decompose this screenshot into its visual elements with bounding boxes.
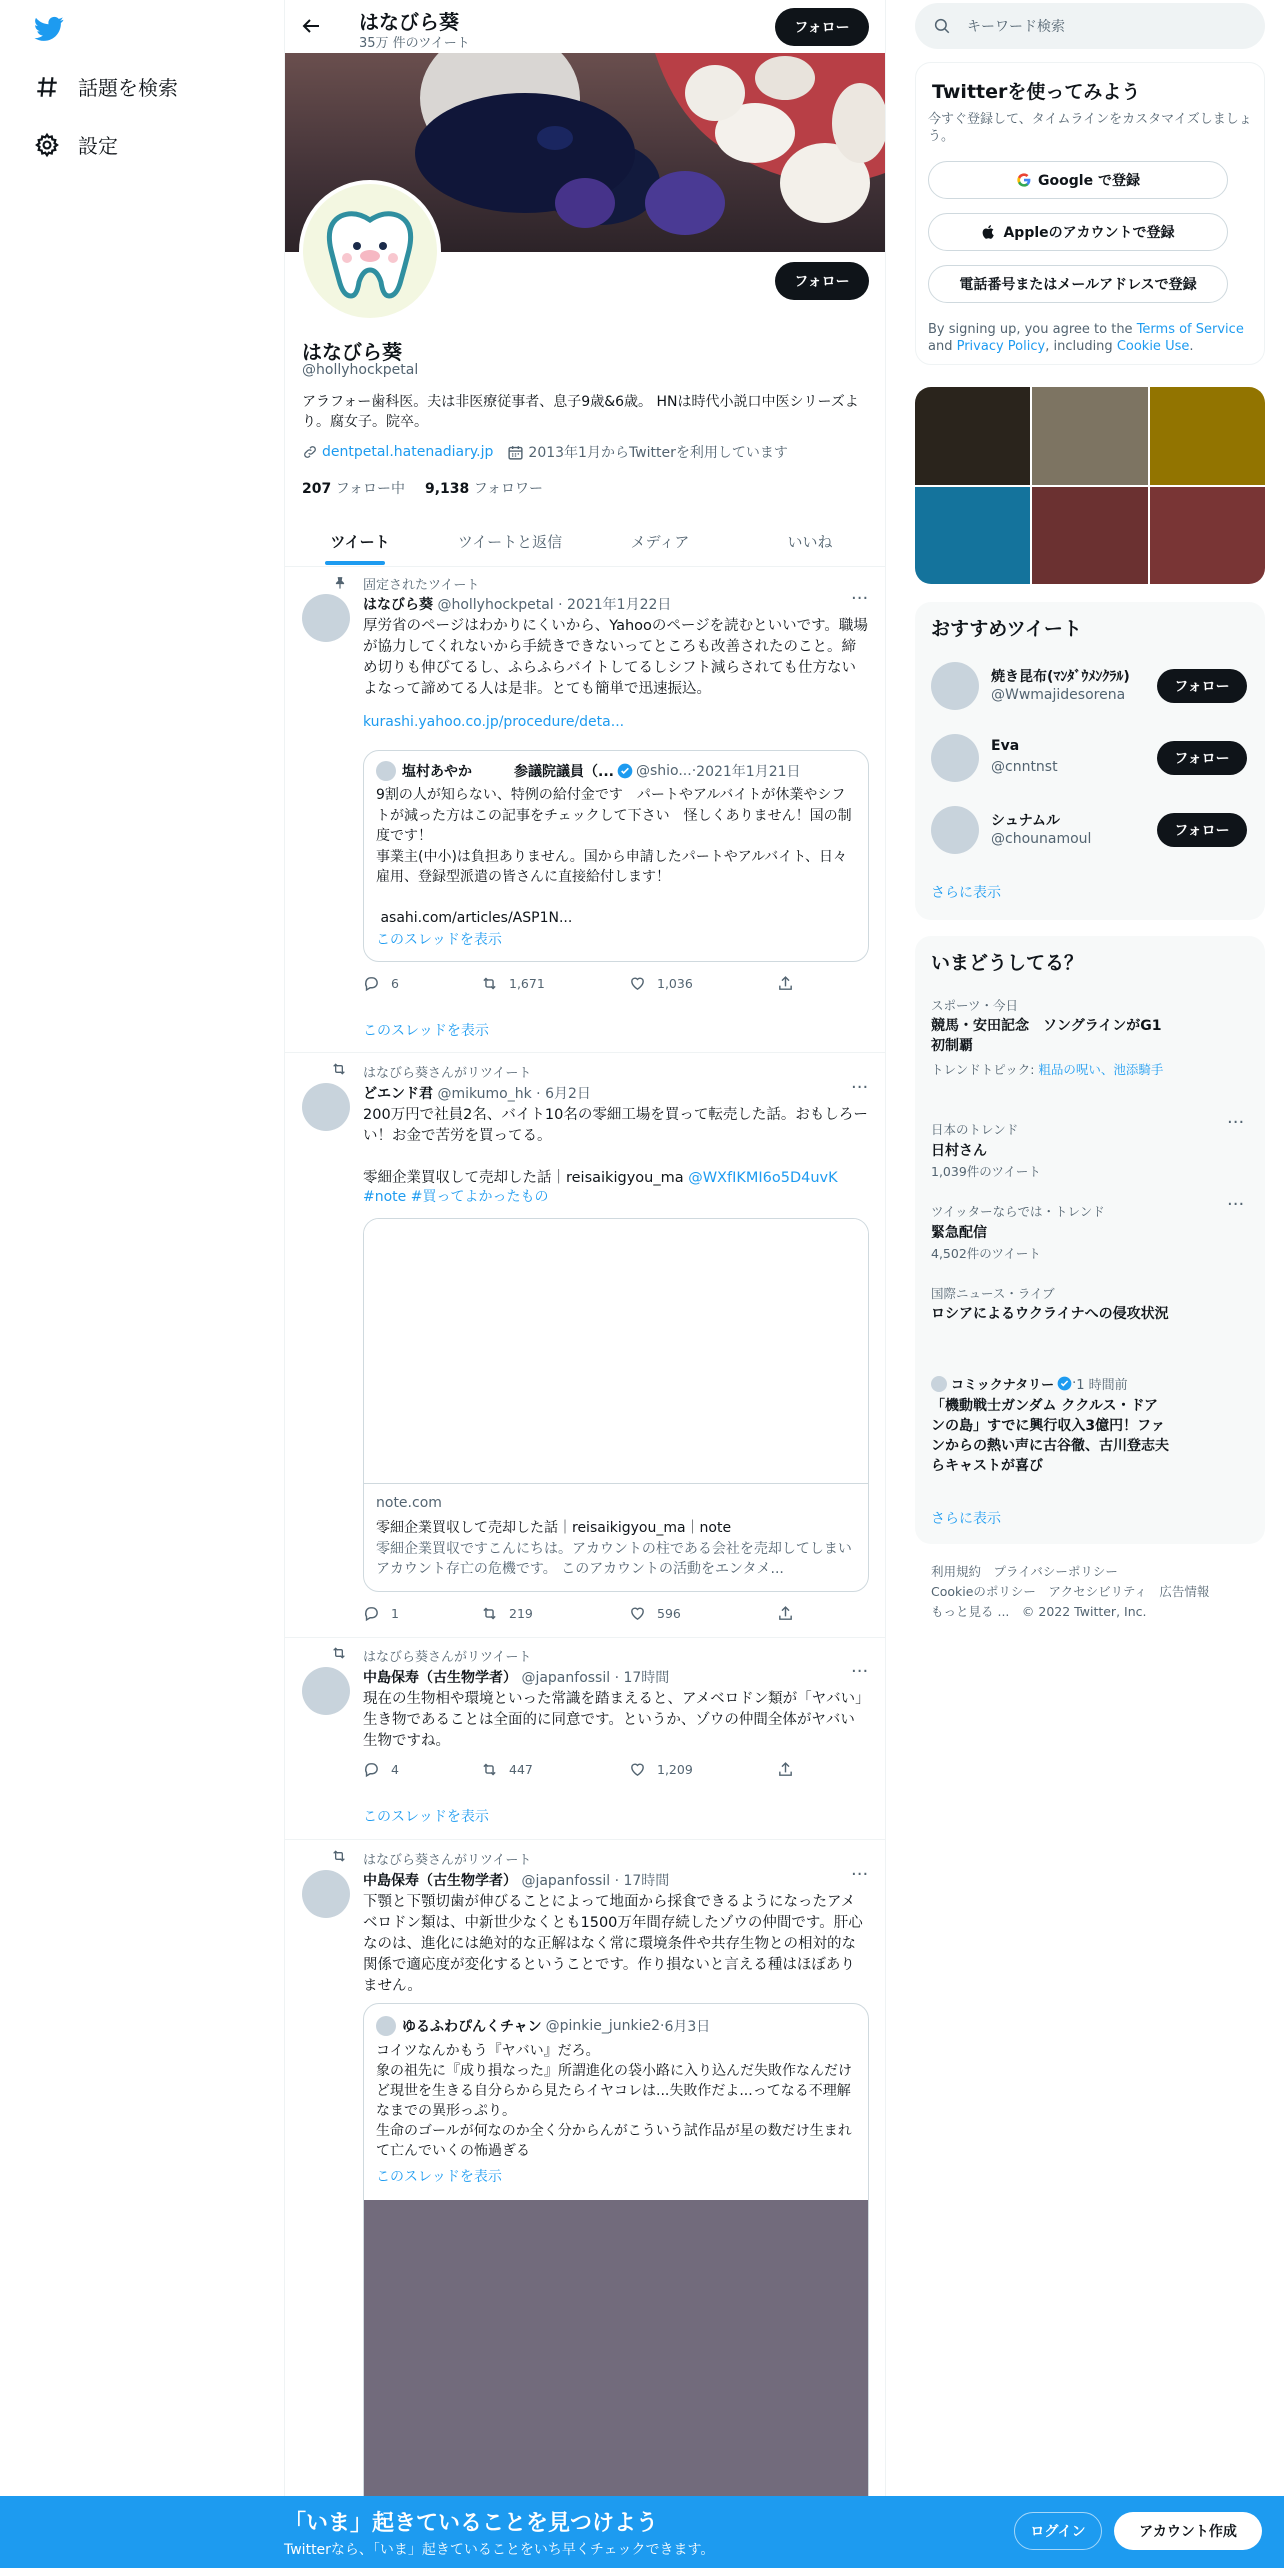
phone-signup-label: 電話番号またはメールアドレスで登録: [959, 277, 1197, 293]
media-thumb[interactable]: [1150, 387, 1265, 485]
more-icon[interactable]: ···: [1227, 1194, 1245, 1215]
who-to-follow-title: おすすめツイート: [931, 618, 1082, 640]
footer-cookie-link[interactable]: Cookieのポリシー: [931, 1584, 1036, 1599]
quote-avatar: [376, 761, 396, 781]
nav-settings-label: 設定: [78, 134, 118, 158]
pin-icon: [333, 576, 347, 590]
tweet-author-handle[interactable]: @mikumo_hk: [437, 1086, 532, 1102]
tab-tweets-label: ツイート: [330, 532, 390, 551]
tweet-text: 200万円で社員2名、バイト10名の零細工場を買って転売した話。おもしろーい！お金で苦労を買ってる。 零細企業買収して売却した話｜reisaikigyou_ma: [363, 1107, 868, 1186]
like-count: 1,209: [657, 1762, 693, 1777]
suggestion-name[interactable]: シュナムル: [991, 813, 1061, 829]
phone-email-signup-button[interactable]: [928, 265, 1228, 303]
terms-and: and: [928, 339, 957, 354]
tweet-context: はなびら葵さんがリツイート: [363, 1066, 532, 1081]
profile-avatar[interactable]: [299, 180, 441, 322]
cookie-use-link[interactable]: Cookie Use: [1116, 339, 1190, 354]
tweet-author-handle[interactable]: @japanfossil: [521, 1670, 611, 1686]
search-icon: [933, 17, 951, 35]
trend-title: 緊急配信: [931, 1225, 987, 1241]
signup-panel: [915, 62, 1265, 365]
retweet-count: 447: [509, 1762, 533, 1777]
retweet-context-icon: [331, 1848, 347, 1864]
follow-button[interactable]: フォロー: [775, 262, 869, 300]
suggestion-handle: @cnntnst: [991, 759, 1058, 775]
tweet-author-handle[interactable]: @japanfossil: [521, 1873, 611, 1889]
link-icon: [302, 444, 318, 460]
footer-privacy-link[interactable]: プライバシーポリシー: [993, 1564, 1118, 1579]
hashtag-icon: [34, 74, 60, 100]
search-input[interactable]: [915, 3, 1265, 49]
quote-author-name: 塩村あやか 参議院議員（...: [402, 764, 614, 780]
share-button[interactable]: [777, 1605, 805, 1622]
trend-count: 1,039件のツイート: [931, 1164, 1041, 1179]
privacy-policy-link[interactable]: Privacy Policy: [956, 339, 1046, 354]
suggestion-name[interactable]: 焼き昆布(ﾏﾝﾀﾞｳﾒﾝｸﾗﾙ): [991, 669, 1130, 685]
trend-title: 日村さん: [931, 1143, 987, 1159]
following-count: 207: [302, 481, 332, 497]
tab-media-label: メディア: [630, 532, 690, 551]
tweet-text: 下顎と下顎切歯が伸びることによって地面から採食できるようになったアメベロドン類は、中新世少なくとも1500万年間存続したゾウの仲間です。肝心なのは、進化には絶対的な正解はなく常に環境条件や共存生物との相対的な関係で適応度が変化するということです。作り損ないと言える種はほぼありません。: [363, 1894, 863, 1994]
share-button[interactable]: [777, 975, 805, 992]
show-thread-link[interactable]: このスレッドを表示: [363, 1023, 489, 1039]
avatar[interactable]: [302, 1667, 350, 1715]
reply-button[interactable]: [363, 1605, 481, 1622]
active-tab-indicator: [325, 561, 385, 565]
signup-terms: [928, 321, 1258, 355]
reply-count: 1: [391, 1606, 399, 1621]
followers-link[interactable]: [425, 478, 543, 498]
tweet-date[interactable]: 2021年1月22日: [567, 597, 672, 613]
like-count: 1,036: [657, 976, 693, 991]
arrow-left-icon: [299, 14, 323, 38]
media-thumb[interactable]: [1032, 387, 1147, 485]
quote-author-handle: @shio...: [635, 763, 692, 779]
reply-icon: [363, 1605, 380, 1622]
like-button[interactable]: [629, 975, 777, 992]
prompt-subtitle: Twitterなら、「いま」起きていることをいち早くチェックできます。: [284, 2542, 715, 2558]
tweet-text: 現在の生物相や環境といった常識を踏まえると、アメベロドン類が「ヤバい」生き物であることは全面的に同意です。というか、ゾウの仲間全体がヤバい生物ですね。: [363, 1691, 863, 1749]
tooth-character-icon: [303, 184, 437, 318]
retweet-count: 219: [509, 1606, 533, 1621]
media-thumb[interactable]: [1032, 487, 1147, 585]
profile-name: はなびら葵: [302, 340, 402, 364]
apple-icon: [981, 224, 997, 240]
tab-tweets[interactable]: [285, 516, 435, 566]
followers-label: フォロワー: [473, 481, 544, 497]
avatar[interactable]: [302, 594, 350, 642]
share-button[interactable]: [777, 1761, 805, 1778]
trends-title: いまどうしてる？: [931, 952, 1084, 974]
tweet-author-name[interactable]: 中島保寿（古生物学者）: [363, 1873, 517, 1889]
back-button[interactable]: [299, 14, 325, 40]
footer-ads-link[interactable]: 広告情報: [1159, 1584, 1210, 1599]
heart-icon: [629, 975, 646, 992]
share-icon: [777, 975, 794, 992]
tab-media[interactable]: [585, 516, 735, 566]
quote-avatar: [376, 2016, 396, 2036]
quote-author-handle: @pinkie_junkie2: [545, 2018, 661, 2034]
retweet-icon: [481, 1605, 498, 1622]
retweet-button[interactable]: [481, 975, 629, 992]
google-signup-label: Google で登録: [1038, 173, 1140, 189]
trend-title: ロシアによるウクライナへの侵攻状況: [931, 1306, 1169, 1322]
suggestion-name[interactable]: Eva: [991, 738, 1020, 754]
tweet-date[interactable]: 17時間: [623, 1873, 670, 1889]
login-button[interactable]: ログイン: [1014, 2512, 1102, 2550]
profile-bio: アラフォー歯科医。夫は非医療従事者、息子9歳&6歳。 HNは時代小説口中医シリーズより。腐女子。院卒。: [302, 394, 859, 430]
media-thumb[interactable]: [1150, 487, 1265, 585]
news-source-avatar: [931, 1376, 947, 1392]
avatar[interactable]: [931, 734, 979, 782]
tweet-mention[interactable]: @WXfIKMI6o5D4uvK: [688, 1170, 838, 1186]
tweet-text: 厚労省のページはわかりにくいから、Yahooのページを読むといいです。職場が協力してくれないから手続きできないってところも改善されたのこと。締め切りも伸びてるし、ふらふらバイトしてるしシフト減らされても仕方ないよなって諦めてる人は是非。とても簡単で迅速振込。: [363, 618, 868, 697]
footer-accessibility-link[interactable]: アクセシビリティ: [1048, 1584, 1147, 1599]
like-button[interactable]: [629, 1605, 777, 1622]
retweet-button[interactable]: [481, 1605, 629, 1622]
heart-icon: [629, 1761, 646, 1778]
tweet-count: 35万 件のツイート: [359, 36, 470, 51]
quote-tweet[interactable]: ゆるふわぴんくチャン @pinkie_junkie2 · 6月3日 コイツなんかもう『ヤバい』だろ。 象の祖先に『成り損なった』所謂進化の袋小路に入り込んだ失敗作なんだけど現世を生きる自分らから見たらイヤコレは...失敗作だよ...ってなる不理解なまでの異形っぷり。 生命のゴールが何なのか全く分からんがこういう試作品が星の数だけ生まれて亡んでいくの怖過ぎる このスレッドを表示: [363, 2003, 869, 2568]
terms-prefix: By signing up, you agree to the: [928, 322, 1137, 337]
header-name: はなびら葵: [359, 10, 459, 34]
quote-author-name: ゆるふわぴんくチャン: [402, 2019, 542, 2035]
suggestion-follow-button[interactable]: フォロー: [1157, 813, 1247, 847]
tweet-date[interactable]: 6月2日: [545, 1086, 591, 1102]
nav-settings[interactable]: [34, 130, 118, 159]
retweet-icon: [481, 1761, 498, 1778]
tweet-date[interactable]: 17時間: [623, 1670, 670, 1686]
gear-icon: [34, 132, 60, 158]
signup-button[interactable]: アカウント作成: [1114, 2512, 1262, 2550]
retweet-button[interactable]: [481, 1761, 629, 1778]
apple-signup-label: Appleのアカウントで登録: [1003, 225, 1175, 241]
quote-tweet[interactable]: 塩村あやか 参議院議員（... @shio... · 2021年1月21日 9割の人が知らない、特例の給付金です パートやアルバイトが休業やシフトが減った方はこの記事をチェックして下さい 怪しくありません！国の制度です！ 事業主(中小)は負担ありません。国から申請したパートやアルバイト、日々雇用、登録型派遣の皆さんに直接給付します！ asahi.com/articles/ASP1N... このスレッドを表示: [363, 750, 869, 962]
profile-link[interactable]: dentpetal.hatenadiary.jp: [322, 444, 494, 460]
footer-copyright: © 2022 Twitter, Inc.: [1021, 1604, 1147, 1619]
trend-topic-link[interactable]: 粗品の呪い、池添騎手: [1038, 1062, 1164, 1077]
profile-handle: @hollyhockpetal: [302, 362, 419, 378]
like-count: 596: [657, 1606, 681, 1621]
tweet-link[interactable]: kurashi.yahoo.co.jp/procedure/deta...: [363, 714, 625, 730]
footer-terms-link[interactable]: 利用規約: [931, 1564, 982, 1579]
trend-topic-prefix: トレンドトピック:: [931, 1062, 1039, 1077]
reply-button[interactable]: [363, 975, 481, 992]
trend-count: 4,502件のツイート: [931, 1246, 1041, 1261]
reply-icon: [363, 1761, 380, 1778]
avatar[interactable]: [302, 1870, 350, 1918]
quote-text: コイツなんかもう『ヤバい』だろ。 象の祖先に『成り損なった』所謂進化の袋小路に入り込んだ失敗作なんだけど現世を生きる自分らから見たらイヤコレは...失敗作だよ...ってなる不理解なまでの異形っぷり。 生命のゴールが何なのか全く分からんがこういう試作品が星の数だけ生まれて亡んでいくの怖過ぎる: [376, 2043, 852, 2159]
more-icon[interactable]: ···: [851, 1661, 869, 1682]
more-icon[interactable]: ···: [1227, 1112, 1245, 1133]
nav-explore[interactable]: [34, 72, 178, 101]
card-description: 零細企業買収ですこんにちは。アカウントの柱である会社を売却してしまいアカウント存亡の危機です。 このアカウントの活動をエンタメ...: [376, 1541, 852, 1577]
quote-thread-link[interactable]: このスレッドを表示: [376, 932, 502, 948]
verified-badge-icon: [1057, 1376, 1072, 1391]
tab-tweets-and-replies[interactable]: [435, 516, 585, 566]
media-grid: [915, 387, 1265, 584]
google-icon: [1016, 172, 1032, 188]
tweet-context: 固定されたツイート: [363, 578, 480, 593]
show-thread-link[interactable]: このスレッドを表示: [363, 1809, 489, 1825]
trend-meta: 日本のトレンド: [931, 1122, 1019, 1137]
following-label: フォロー中: [335, 481, 405, 497]
tweet-context: はなびら葵さんがリツイート: [363, 1650, 532, 1665]
tweet-author-handle[interactable]: @hollyhockpetal: [437, 597, 554, 613]
retweet-icon: [481, 975, 498, 992]
share-icon: [777, 1761, 794, 1778]
card-title: 零細企業買収して売却した話｜reisaikigyou_ma｜note: [376, 1520, 732, 1536]
who-to-follow-panel: [915, 602, 1265, 920]
trend-meta: 国際ニュース・ライブ: [931, 1286, 1055, 1301]
more-icon[interactable]: ···: [851, 1864, 869, 1885]
footer-more-link[interactable]: もっと見る ...: [931, 1604, 1010, 1619]
tweet-context: はなびら葵さんがリツイート: [363, 1853, 532, 1868]
joined-date: 2013年1月からTwitterを利用しています: [528, 445, 788, 461]
following-link[interactable]: [302, 478, 405, 498]
google-signup-button[interactable]: [928, 161, 1228, 199]
reply-count: 6: [391, 976, 399, 991]
more-icon[interactable]: ···: [851, 588, 869, 609]
verified-badge-icon: [617, 763, 633, 779]
more-icon[interactable]: ···: [851, 1077, 869, 1098]
signup-subtitle: 今すぐ登録して、タイムラインをカスタマイズしましょう。: [928, 112, 1252, 144]
show-more-link[interactable]: さらに表示: [931, 885, 1001, 901]
login-prompt-bar: [0, 2496, 1284, 2568]
retweet-context-icon: [331, 1061, 347, 1077]
quote-date: 2021年1月21日: [696, 764, 801, 780]
suggestion-handle: @chounamoul: [991, 831, 1092, 847]
share-icon: [777, 1605, 794, 1622]
search-placeholder: キーワード検索: [967, 19, 1065, 35]
card-image: [364, 1219, 869, 1484]
retweet-context-icon: [331, 1645, 347, 1661]
tab-replies-label: ツイートと返信: [457, 532, 563, 551]
prompt-title: 「いま」起きていることを見つけよう: [284, 2511, 659, 2536]
tab-likes[interactable]: [735, 516, 885, 566]
avatar[interactable]: [931, 662, 979, 710]
trend-title: 競馬・安田記念 ソングラインがG1初制覇: [931, 1018, 1162, 1054]
retweet-count: 1,671: [509, 976, 545, 991]
reply-icon: [363, 975, 380, 992]
header-follow-button[interactable]: フォロー: [775, 8, 869, 46]
search-bar-container: [915, 0, 1265, 53]
apple-signup-button[interactable]: [928, 213, 1228, 251]
suggestion-handle: @Wwmajidesorena: [991, 687, 1126, 703]
like-button[interactable]: [629, 1761, 777, 1778]
card-domain: note.com: [376, 1495, 442, 1511]
heart-icon: [629, 1605, 646, 1622]
followers-count: 9,138: [425, 481, 470, 497]
suggestion-follow-button[interactable]: フォロー: [1157, 741, 1247, 775]
signup-title: Twitterを使ってみよう: [932, 81, 1141, 103]
profile-column: はなびら葵 35万 件のツイート フォロー フォロー はなびら葵 @hollyhockpetal アラフォー歯科医。夫は非医療従事者、息子9歳&6歳。 HNは時代小説口中医シリーズより。腐女子。院卒。 dentpetal.hatenadiary.jp 2013年1月からTwitterを利用しています 207 フォロー中 9,138 フォロワー ツイート ツイートと返信 メディア いいね 固定されたツイート はなびら葵 @hollyhockpetal · 2021年1月22日 ··· 厚労省のページはわかりにくいから、Yahooのページを読むといいです。職場が協力してくれないから手続きできないってところも改善されたのこと。締め切りも伸びてるし、ふらふらバイトしてるしシフト減らされても仕方ないよなって諦めてる人は是非。とても簡単で迅速振込。 kurashi.yahoo.co.jp/procedure/deta... 塩村あやか 参議院議員（... @shio... · 2021年1月21日 9割の人が知らない、特例の給付金です パートやアルバイトが休業やシフトが減った方はこの記事をチェックして下さい 怪しくありません！国の制度です！ 事業主(中小)は負担ありません。国から申請したパートやアルバイト、日々雇用、登録型派遣の皆さんに直接給付します！ asahi.com/articles/ASP1N... このスレッドを表示 6 1,671 1,036 このスレッドを表示 はなびら葵さんがリツイート どエンド君 @mikumo_hk · 6月2日 ··· 200万円で社員2名、バイト10名の零細工場を買って転売した話。おもしろーい！お金で苦労を買ってる。 零細企業買収して売却した話｜reisaikigyou_ma @WXfIKMI6o5D4uvK #note #買ってよかったもの note.com 零細企業買収して売却した話｜reisaikigyou_ma｜note 零細企業買収ですこんにちは。アカウントの柱である会社を売却してしまいアカウント存亡の危機です。 このアカウントの活動をエンタメ... 1 219 596 はなびら葵さんがリツイート 中島保寿（古生物学者） @japanfossil · 17時間 ··· 現在の生物相や環境といった常識を踏まえると、アメベロドン類が「ヤバい」生き物であることは全面的に同意です。というか、ゾウの仲間全体がヤバい生物ですね。 4 447 1,209 このスレッドを表示 はなびら葵さんがリツイート 中島保寿（古生物学者） @japanfossil · 17時間 ··· 下顎と下顎切歯が伸びることによって地面から採食できるようになったアメベロドン類は、中新世少なくとも1500万年間存続したゾウの仲間です。肝心なのは、進化には絶対的な正解はなく常に環境条件や共存生物との相対的な関係で適応度が変化するということです。作り損ないと言える種はほぼありません。 ゆるふわぴんくチャン @pinkie_junkie2 · 6月3日 コイツなんかもう『ヤバい』だろ。 象の祖先に『成り損なった』所謂進化の袋小路に入り込んだ失敗作なんだけど現世を生きる自分らから見たらイヤコレは...失敗作だよ...ってなる不理解なまでの異形っぷり。 生命のゴールが何なのか全く分からんがこういう試作品が星の数だけ生まれて亡んでいくの怖過ぎる このスレッドを表示: [284, 0, 886, 2568]
terms-including: , including: [1045, 339, 1117, 354]
tweet-hashtags[interactable]: #note #買ってよかったもの: [363, 1189, 549, 1205]
news-title: 「機動戦士ガンダム ククルス・ドアンの島」すでに興行収入3億円！ファンからの熱い声に古谷徹、古川登志夫らキャストが喜び: [931, 1398, 1169, 1474]
terms-end: .: [1189, 339, 1194, 354]
media-thumb[interactable]: [915, 487, 1030, 585]
avatar[interactable]: [931, 806, 979, 854]
news-time: 1 時間前: [1076, 1378, 1128, 1393]
quote-thread-link[interactable]: このスレッドを表示: [376, 2169, 502, 2185]
reply-count: 4: [391, 1762, 399, 1777]
trends-panel: いまどうしてる？ スポーツ・今日 競馬・安田記念 ソングラインがG1初制覇 トレンドトピック: 粗品の呪い、池添騎手 日本のトレンド ··· 日村さん 1,039件のツイート ツイッターならでは・トレンド ··· 緊急配信 4,502件のツイート 国際ニュース・ライブ ロシアによるウクライナへの侵攻状況 コミックナタリー · 1 時間前 「機動戦士ガンダム ククルス・ドアンの島」すでに興行収入3億円！ファンからの熱い声に古谷徹、古川登志夫らキャストが喜び さらに表示: [915, 936, 1265, 1544]
twitter-logo-icon[interactable]: [34, 14, 64, 44]
media-thumb[interactable]: [915, 387, 1030, 485]
trend-meta: スポーツ・今日: [931, 998, 1019, 1013]
link-card[interactable]: [363, 1218, 869, 1592]
tweet-author-name[interactable]: どエンド君: [363, 1086, 433, 1102]
news-source: コミックナタリー: [951, 1378, 1055, 1393]
calendar-icon: [507, 444, 524, 461]
quote-text: 9割の人が知らない、特例の給付金です パートやアルバイトが休業やシフトが減った方はこの記事をチェックして下さい 怪しくありません！国の制度です！ 事業主(中小)は負担ありません。国から申請したパートやアルバイト、日々雇用、登録型派遣の皆さんに直接給付します！ asahi.com/articles/ASP1N...: [376, 787, 852, 926]
tab-likes-label: いいね: [787, 532, 833, 551]
quote-date: 6月3日: [664, 2019, 711, 2035]
trend-meta: ツイッターならでは・トレンド: [931, 1204, 1105, 1219]
reply-button[interactable]: [363, 1761, 481, 1778]
tweet-author-name[interactable]: 中島保寿（古生物学者）: [363, 1670, 517, 1686]
avatar[interactable]: [302, 1083, 350, 1131]
nav-explore-label: 話題を検索: [78, 76, 178, 100]
suggestion-follow-button[interactable]: フォロー: [1157, 669, 1247, 703]
tweet-author-name[interactable]: はなびら葵: [363, 597, 433, 613]
footer-links: [931, 1562, 1261, 1622]
show-more-link[interactable]: さらに表示: [931, 1511, 1001, 1527]
terms-of-service-link[interactable]: Terms of Service: [1136, 322, 1244, 337]
